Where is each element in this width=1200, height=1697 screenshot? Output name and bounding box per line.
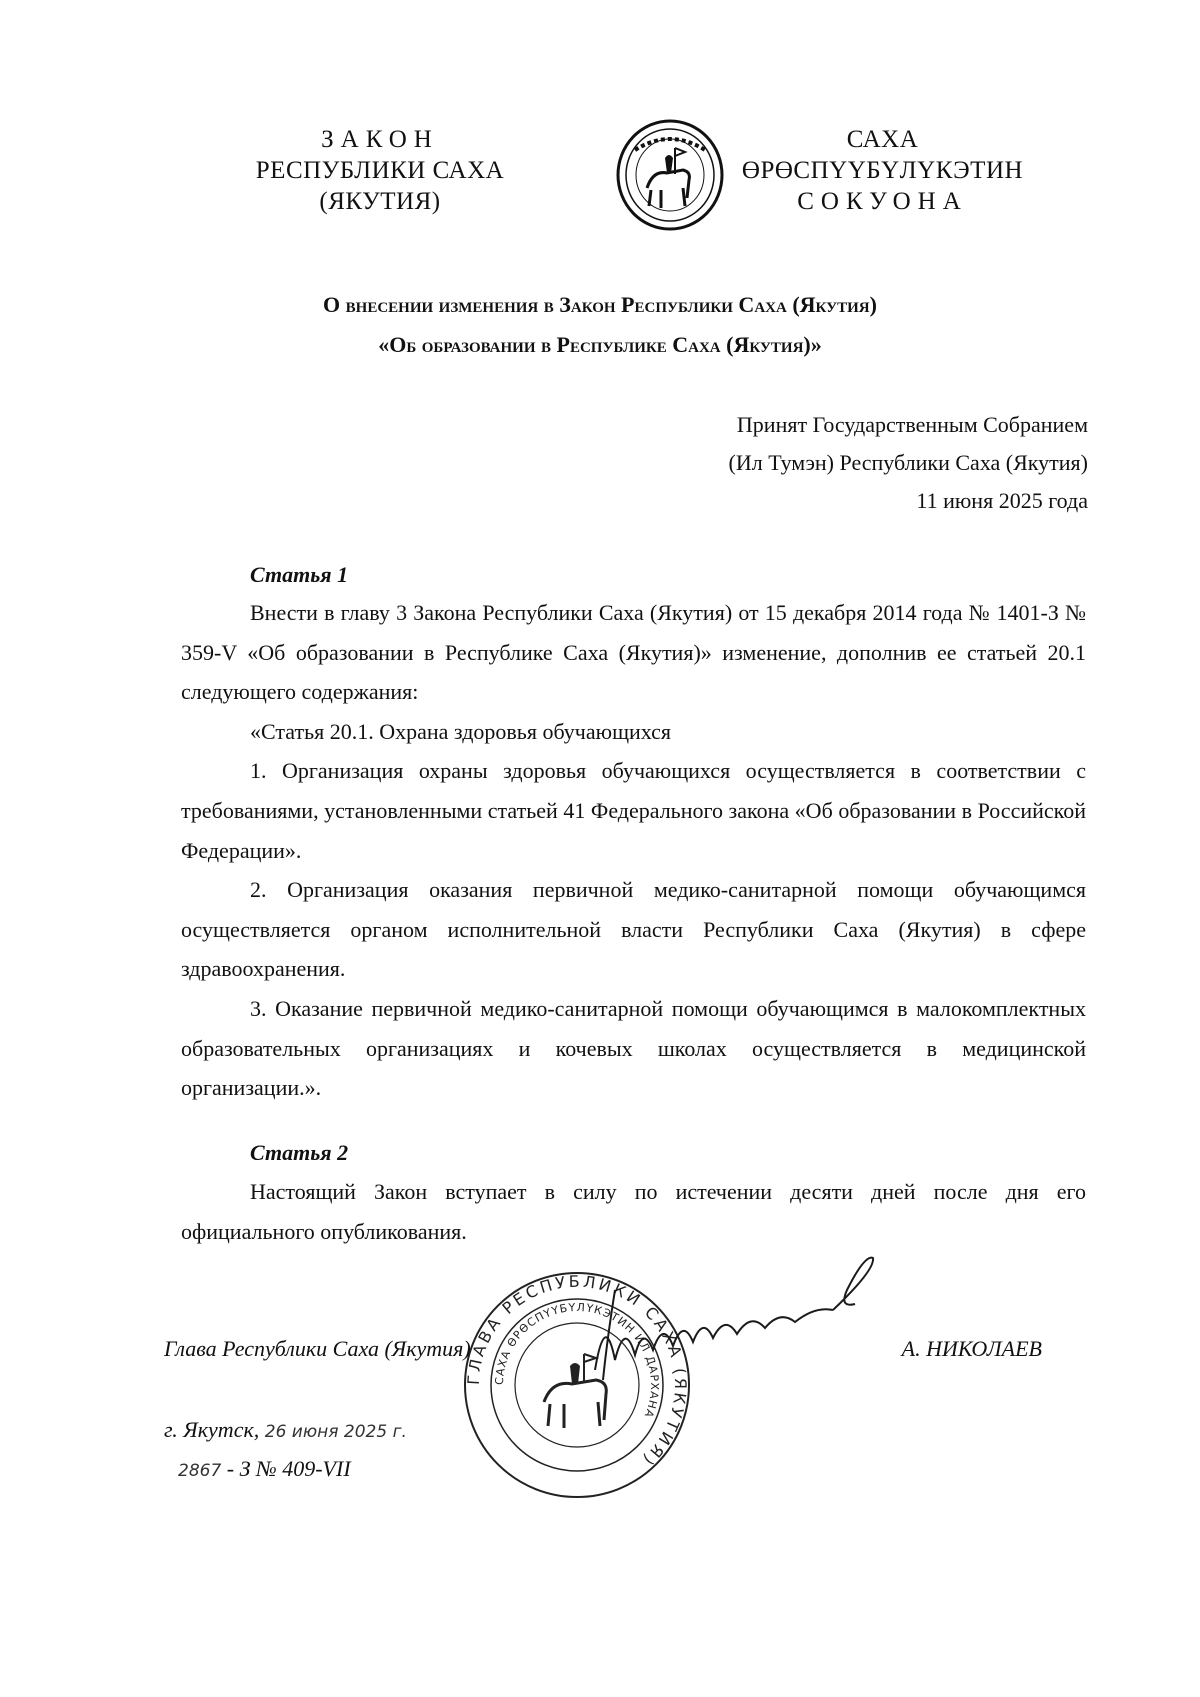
signatory-position: Глава Республики Саха (Якутия) bbox=[164, 1336, 471, 1361]
law-header-left bbox=[195, 124, 565, 217]
republic-name-sakha: САХА ӨРӨСПҮҮБҮЛҮКЭТИН bbox=[741, 126, 1024, 184]
signing-date: 26 июня 2025 г. bbox=[264, 1422, 407, 1442]
article1-body bbox=[181, 593, 1086, 1108]
law-label: ЗАКОН bbox=[321, 126, 439, 153]
emblem-icon bbox=[615, 118, 725, 232]
adoption-date: 11 июня 2025 года bbox=[916, 488, 1088, 513]
article1-heading: Статья 1 bbox=[250, 562, 349, 587]
adoption-line1: Принят Государственным Собранием bbox=[736, 412, 1088, 437]
signing-place-date bbox=[164, 1417, 407, 1443]
law-number-handwritten: 2867 bbox=[178, 1461, 222, 1481]
signing-place: г. Якутск, bbox=[164, 1417, 260, 1442]
document-title-line1: О внесении изменения в Закон Республики Саха (Якутия) bbox=[323, 292, 877, 317]
article1-paragraph: «Статья 20.1. Охрана здоровья обучающихся bbox=[250, 718, 672, 744]
signatory-name: А. НИКОЛАЕВ bbox=[901, 1336, 1042, 1361]
law-label-sakha: СОКУОНА bbox=[797, 188, 968, 215]
law-header-right bbox=[725, 124, 1040, 217]
adoption-line2: (Ил Тумэн) Республики Саха (Якутия) bbox=[728, 450, 1088, 475]
article2-body bbox=[181, 1172, 1086, 1251]
article2-heading: Статья 2 bbox=[250, 1140, 349, 1165]
law-number-suffix: - З № 409-VII bbox=[226, 1456, 351, 1481]
republic-name: РЕСПУБЛИКИ САХА (ЯКУТИЯ) bbox=[255, 157, 505, 215]
article1-paragraph: Внести в главу 3 Закона Республики Саха (Якутия) от 15 декабря 2014 года № 1401-З № 359-V «Об образовании в Республике Саха (Якутия)» изменение, дополнив ее статьей 20.1 следующего содержания: bbox=[181, 600, 1086, 705]
handwritten-signature bbox=[585, 1250, 885, 1390]
law-number bbox=[178, 1456, 351, 1482]
article1-paragraph: 1. Организация охраны здоровья обучающихся осуществляется в соответствии с требованиями, установленными статьей 41 Федерального закона «Об образовании в Российской Федерации». bbox=[181, 758, 1086, 863]
stamp-outer-text: ГЛАВА РЕСПУБЛИКИ САХА (ЯКУТИЯ) bbox=[463, 1271, 691, 1472]
document-title-line2: «Об образовании в Республике Саха (Якутия)» bbox=[378, 332, 822, 357]
article2-paragraph: Настоящий Закон вступает в силу по истечении десяти дней после дня его официального опубликования. bbox=[181, 1179, 1086, 1244]
article1-paragraph: 2. Организация оказания первичной медико-санитарной помощи обучающимся осуществляется органом исполнительной власти Республики Саха (Якутия) в сфере здравоохранения. bbox=[181, 877, 1086, 982]
stamp-inner-text: САХА ӨРӨСПҮҮБҮЛҮКЭТИН ИЛ ДАРХАНА bbox=[492, 1300, 662, 1421]
article1-paragraph: 3. Оказание первичной медико-санитарной помощи обучающимся в малокомплектных образовательных организациях и кочевых школах осуществляется в медицинской организации.». bbox=[181, 995, 1086, 1101]
